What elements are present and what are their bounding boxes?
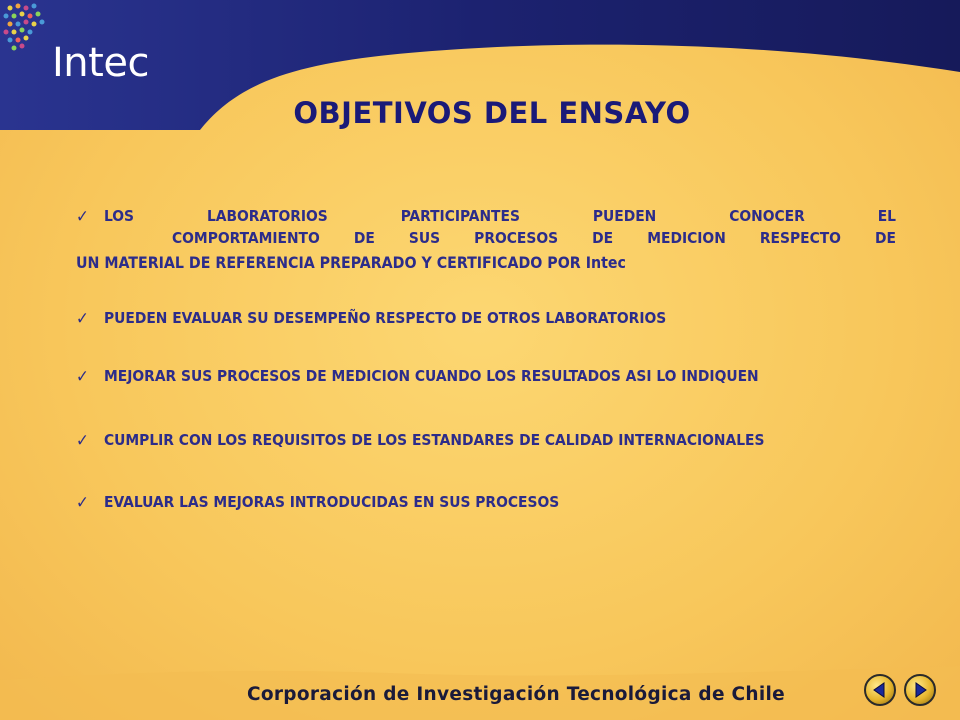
check-icon: ✓ <box>76 309 89 329</box>
bullet-text: EVALUAR LAS MEJORAS INTRODUCIDAS EN SUS PROCESOS <box>104 493 560 511</box>
check-icon: ✓ <box>76 493 89 513</box>
bullet-item <box>76 307 896 329</box>
next-slide-button[interactable] <box>904 674 936 706</box>
bullet-item <box>76 365 896 387</box>
bullet-item <box>76 429 896 451</box>
bullet-text: CUMPLIR CON LOS REQUISITOS DE LOS ESTANDARES DE CALIDAD INTERNACIONALES <box>104 431 765 449</box>
dot-grid-logo-icon <box>0 0 60 60</box>
logo-text: Intec <box>52 40 149 86</box>
bullet-text: COMPORTAMIENTO DE SUS PROCESOS DE MEDICION RESPECTO DE <box>172 229 896 247</box>
slide-title: OBJETIVOS DEL ENSAYO <box>293 96 691 130</box>
bullet-text: PUEDEN EVALUAR SU DESEMPEÑO RESPECTO DE OTROS LABORATORIOS <box>104 309 667 327</box>
footer-band <box>0 640 960 720</box>
arrow-right-icon <box>906 676 934 704</box>
bullet-text: LOS LABORATORIOS PARTICIPANTES PUEDEN CONOCER EL <box>104 207 896 225</box>
check-icon: ✓ <box>76 367 89 387</box>
bullet-item <box>76 205 896 277</box>
check-icon: ✓ <box>76 207 89 227</box>
bullet-list <box>76 205 896 513</box>
check-icon: ✓ <box>76 431 89 451</box>
bullet-text: MEJORAR SUS PROCESOS DE MEDICION CUANDO LOS RESULTADOS ASI LO INDIQUEN <box>104 367 759 385</box>
arrow-left-icon <box>866 676 894 704</box>
bullet-text: UN MATERIAL DE REFERENCIA PREPARADO Y CERTIFICADO POR Intec <box>76 253 626 272</box>
bullet-item <box>76 491 896 513</box>
footer-text: Corporación de Investigación Tecnológica de Chile <box>247 684 786 705</box>
previous-slide-button[interactable] <box>864 674 896 706</box>
